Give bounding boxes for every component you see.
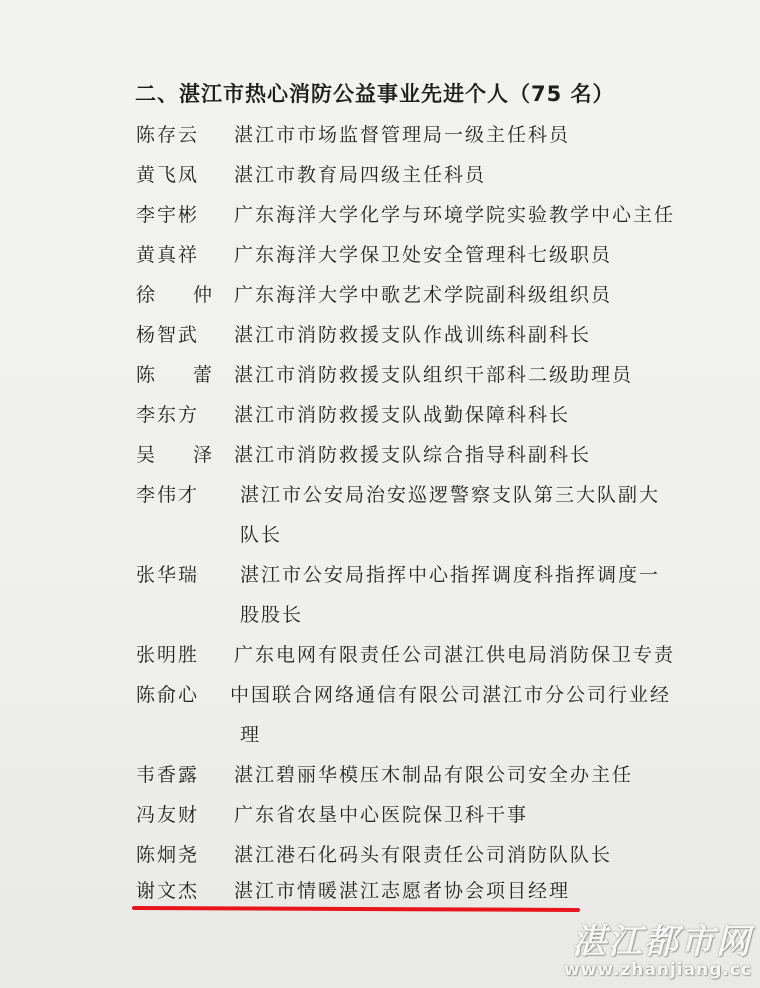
person-name: 韦香露 xyxy=(136,764,200,786)
person-name: 陈炯尧 xyxy=(136,844,200,866)
person-name: 张明胜 xyxy=(136,644,200,666)
person-affiliation: 湛江市公安局治安巡逻警察支队第三大队副大 xyxy=(240,484,661,506)
person-affiliation: 湛江市公安局指挥中心指挥调度科指挥调度一 xyxy=(240,564,661,586)
person-affiliation: 湛江市市场监督管理局一级主任科员 xyxy=(234,124,571,146)
person-name: 李东方 xyxy=(136,404,200,426)
section-heading: 二、湛江市热心消防公益事业先进个人（75 名） xyxy=(135,82,615,106)
person-name: 李伟才 xyxy=(136,484,200,506)
site-watermark xyxy=(564,924,752,980)
person-affiliation: 广东电网有限责任公司湛江供电局消防保卫专责 xyxy=(234,644,676,666)
watermark-url: www.zhanjiang.cc xyxy=(563,960,752,980)
person-affiliation: 广东海洋大学中歌艺术学院副科级组织员 xyxy=(234,284,613,306)
person-affiliation: 湛江市消防救援支队综合指导科副科长 xyxy=(234,444,592,466)
person-name: 黄飞凤 xyxy=(136,164,200,186)
person-affiliation: 广东海洋大学保卫处安全管理科七级职员 xyxy=(234,244,613,266)
person-name: 冯友财 xyxy=(136,804,200,826)
person-affiliation-continued: 队长 xyxy=(240,524,283,546)
person-affiliation: 湛江市消防救援支队作战训练科副科长 xyxy=(234,324,592,346)
person-name: 陈存云 xyxy=(136,124,200,146)
person-affiliation-continued: 理 xyxy=(240,724,262,746)
person-affiliation: 湛江碧丽华模压木制品有限公司安全办主任 xyxy=(234,764,634,786)
person-name: 谢文杰 xyxy=(136,880,200,902)
person-name: 吴 泽 xyxy=(136,444,213,466)
person-name: 陈俞心 xyxy=(136,684,200,706)
person-affiliation: 湛江市教育局四级主任科员 xyxy=(234,164,487,186)
watermark-logo-text: 湛江都市网 xyxy=(572,922,752,962)
person-affiliation: 湛江港石化码头有限责任公司消防队队长 xyxy=(234,844,613,866)
person-name: 张华瑞 xyxy=(136,564,200,586)
person-affiliation: 广东省农垦中心医院保卫科干事 xyxy=(234,804,529,826)
person-affiliation-continued: 股股长 xyxy=(240,604,304,626)
person-affiliation: 广东海洋大学化学与环境学院实验教学中心主任 xyxy=(234,204,676,226)
person-affiliation: 湛江市情暖湛江志愿者协会项目经理 xyxy=(234,880,571,902)
person-name: 杨智武 xyxy=(136,324,200,346)
person-name: 黄真祥 xyxy=(136,244,200,266)
person-affiliation: 中国联合网络通信有限公司湛江市分公司行业经 xyxy=(230,684,672,706)
person-affiliation: 湛江市消防救援支队组织干部科二级助理员 xyxy=(234,364,634,386)
person-affiliation: 湛江市消防救援支队战勤保障科科长 xyxy=(234,404,571,426)
person-name: 陈 蕾 xyxy=(136,364,213,386)
person-name: 李宇彬 xyxy=(136,204,200,226)
person-name: 徐 仲 xyxy=(136,284,213,306)
red-highlight-underline xyxy=(132,906,580,912)
